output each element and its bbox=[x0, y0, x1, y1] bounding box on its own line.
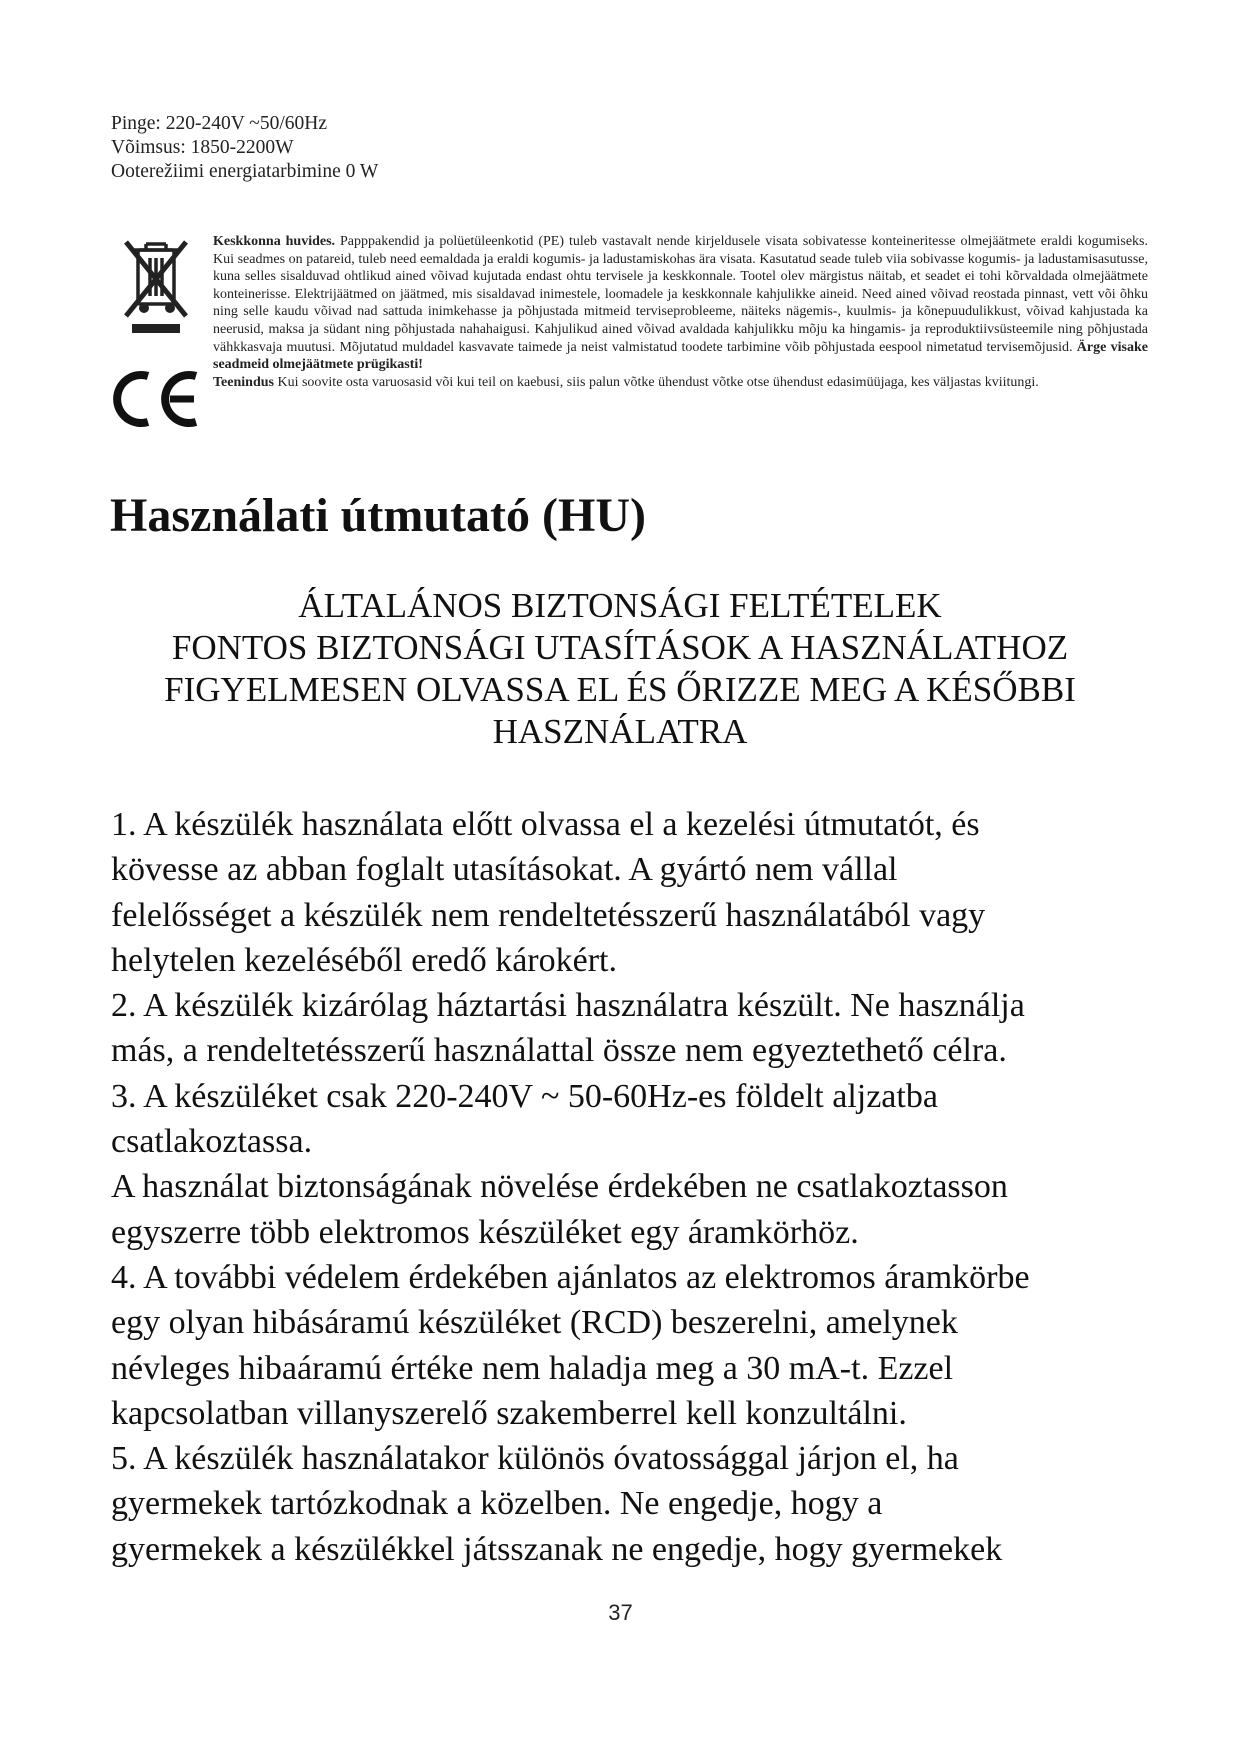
disposal-paragraph bbox=[213, 233, 1148, 374]
body-line: egyszerre több elektromos készüléket egy áramkörhöz. bbox=[111, 1213, 859, 1251]
spec-voltage: Pinge: 220-240V ~50/60Hz bbox=[111, 113, 328, 134]
instructions-body bbox=[111, 802, 1171, 1572]
body-line: helytelen kezeléséből eredő károkért. bbox=[111, 941, 617, 979]
service-paragraph bbox=[213, 374, 1148, 392]
disposal-text: Papppakendid ja polüetüleenkotid (PE) tuleb vastavalt nende kirjeldusele visata sobivatesse konteineritesse olmejäätmete eraldi kogumiseks. Kui seadmes on patareid, tuleb need eemaldada ja eraldi kogumis- ja ladustamiskohas ära visata. Kasutatud seade tuleb viia sobivasse kogumis- ja ladustamisasutusse, kuna selles sisalduvad ohtlikud ained võivad kujutada endast ohtu tervisele ja keskkonnale. Tootel olev märgistus näitab, et seadet ei tohi kõrvaldada olmejäätmete konteinerisse. Elektrijäätmed on jäätmed, mis sisaldavad inimestele, loomadele ja keskkonnale kahjulikke aineid. Need ained võivad reostada pinnast, vett või õhku ning selle kaudu võivad nad sattuda inimkehasse ja põhjustada mitmeid terviseprobleeme, näiteks nägemis-, kuulmis- ja kõnepuudulikkust, võivad kahjustada ka neerusid, maksa ja südant ning põhjustada nahahaigusi. Kahjulikud ained võivad avaldada kahjulikku mõju ka hingamis- ja reproduktiivsüsteemile ning põhjustada vähkkasvaja muutusi. Mõjutatud muldadel kasvavate taimede ja neist valmistatud toodete tarbimine võib põhjustada eespool nimetatud tervisemõjusid. bbox=[213, 234, 1148, 355]
disposal-heading: Keskkonna huvides. bbox=[213, 234, 336, 249]
safety-header bbox=[100, 585, 1140, 753]
crossed-out-wheelie-bin-icon bbox=[120, 238, 192, 338]
body-line: kapcsolatban villanyszerelő szakemberrel kell konzultálni. bbox=[111, 1394, 907, 1432]
service-text: Kui soovite osta varuosasid või kui teil on kaebusi, siis palun võtke ühendust võtke otse ühendust edasimüüjaga, kes väljastas kviitungi. bbox=[273, 374, 1039, 390]
safety-header-line: FONTOS BIZTONSÁGI UTASÍTÁSOK A HASZNÁLATHOZ bbox=[171, 628, 1069, 667]
body-line: 5. A készülék használatakor különös óvatossággal járjon el, ha bbox=[111, 1440, 959, 1478]
body-line: A használat biztonságának növelése érdekében ne csatlakoztasson bbox=[111, 1168, 1008, 1206]
body-line: kövesse az abban foglalt utasításokat. A gyártó nem vállal bbox=[111, 851, 898, 889]
spec-standby: Ooterežiimi energiatarbimine 0 W bbox=[111, 161, 379, 182]
ce-mark-icon bbox=[110, 368, 202, 430]
body-line: más, a rendeltetésszerű használattal össze nem egyeztethető célra. bbox=[111, 1032, 1007, 1070]
safety-header-line: FIGYELMESEN OLVASSA EL ÉS ŐRIZZE MEG A KÉSŐBBI bbox=[164, 670, 1076, 709]
body-line: csatlakoztassa. bbox=[111, 1123, 313, 1161]
body-line: 1. A készülék használata előtt olvassa el a kezelési útmutatót, és bbox=[111, 806, 980, 843]
disposal-notice bbox=[213, 233, 1148, 391]
body-line: 4. A további védelem érdekében ajánlatos az elektromos áramkörbe bbox=[111, 1258, 1030, 1296]
body-line: 2. A készülék kizárólag háztartási használatra készült. Ne használja bbox=[111, 987, 1025, 1025]
body-line: gyermekek a készülékkel játsszanak ne engedje, hogy gyermekek bbox=[111, 1530, 1003, 1568]
safety-header-line: HASZNÁLATRA bbox=[492, 712, 748, 751]
body-line: felelősséget a készülék nem rendeltetésszerű használatából vagy bbox=[111, 896, 986, 934]
disposal-warning: Ärge visake seadmeid olmejäätmete prügikasti! bbox=[213, 339, 1148, 373]
page-title: Használati útmutató (HU) bbox=[110, 489, 646, 542]
page-number: 37 bbox=[608, 1600, 633, 1625]
spec-power: Võimsus: 1850-2200W bbox=[111, 137, 294, 158]
body-line: gyermekek tartózkodnak a közelben. Ne engedje, hogy a bbox=[111, 1485, 883, 1523]
service-heading: Teenindus bbox=[213, 374, 274, 390]
body-line: 3. A készüléket csak 220-240V ~ 50-60Hz-es földelt aljzatba bbox=[111, 1077, 938, 1115]
safety-header-line: ÁLTALÁNOS BIZTONSÁGI FELTÉTELEK bbox=[298, 586, 942, 625]
technical-specs bbox=[111, 112, 378, 184]
body-line: egy olyan hibásáramú készüléket (RCD) beszerelni, amelynek bbox=[111, 1304, 958, 1342]
body-line: névleges hibaáramú értéke nem haladja meg a 30 mA-t. Ezzel bbox=[111, 1349, 954, 1387]
